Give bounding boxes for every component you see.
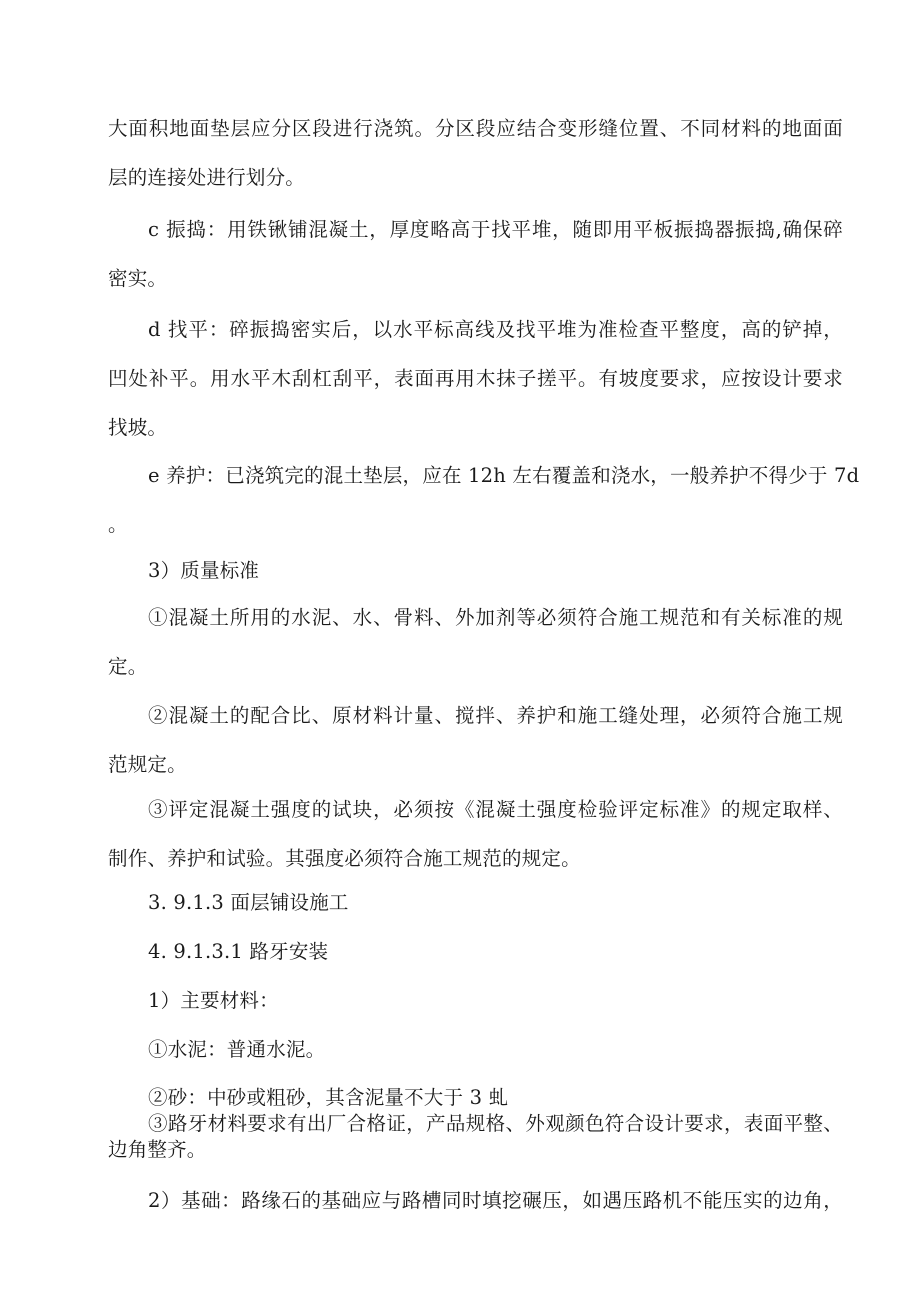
text-line: 层的连接处进行划分。 — [108, 166, 306, 189]
paragraph — [108, 605, 843, 680]
paragraph — [108, 463, 860, 538]
text-line: 大面积地面垫层应分区段进行浇筑。分区段应结合变形缝位置、不同材料的地面面 — [108, 117, 843, 140]
text-line: 范规定。 — [108, 753, 187, 776]
text-line: ②混凝土的配合比、原材料计量、搅拌、养护和施工缝处理，必须符合施工规 — [148, 704, 843, 727]
text-line: c 振捣：用铁锹铺混凝土，厚度略高于找平堆，随即用平板振捣器振捣,确保碎 — [148, 218, 843, 241]
text-line: e 养护：已浇筑完的混土垫层，应在 12h 左右覆盖和浇水，一般养护不得少于 7d — [148, 464, 860, 487]
paragraph — [108, 797, 843, 872]
section-heading — [108, 939, 843, 965]
text-line: 。 — [108, 513, 128, 536]
text-line: 2）基础：路缘石的基础应与路槽同时填挖碾压，如遇压路机不能压实的边角， — [148, 1189, 843, 1212]
text-line: 凹处补平。用水平木刮杠刮平，表面再用木抹子搓平。有坡度要求，应按设计要求 — [108, 367, 843, 390]
paragraph — [108, 116, 843, 191]
paragraph — [108, 1085, 843, 1111]
text-line: ①水泥：普通水泥。 — [148, 1038, 326, 1061]
text-line: ①混凝土所用的水泥、水、骨料、外加剂等必须符合施工规范和有关标准的规 — [148, 606, 843, 629]
text-line: ③评定混凝土强度的试块，必须按《混凝土强度检验评定标准》的规定取样、 — [148, 798, 843, 821]
paragraph — [108, 1188, 843, 1214]
text-line: 密实。 — [108, 267, 168, 290]
section-heading — [108, 988, 843, 1014]
text-line: 3. 9.1.3 面层铺设施工 — [148, 891, 349, 914]
paragraph — [108, 1111, 843, 1163]
text-line: d 找平：碎振捣密实后，以水平标高线及找平堆为准检查平整度，高的铲掉， — [148, 318, 843, 341]
paragraph — [108, 703, 843, 778]
text-line: ②砂：中砂或粗砂，其含泥量不大于 3 虬 — [148, 1086, 509, 1109]
text-line: 4. 9.1.3.1 路牙安装 — [148, 940, 329, 963]
section-heading — [108, 890, 843, 916]
paragraph — [108, 317, 843, 441]
paragraph — [108, 217, 843, 292]
text-line: 边角整齐。 — [108, 1138, 207, 1161]
text-line: 找坡。 — [108, 416, 168, 439]
text-line: 3）质量标准 — [148, 559, 260, 582]
text-line: 1）主要材料： — [148, 989, 279, 1012]
text-line: ③路牙材料要求有出厂合格证，产品规格、外观颜色符合设计要求，表面平整、 — [148, 1112, 843, 1135]
paragraph — [108, 1037, 843, 1063]
text-line: 定。 — [108, 655, 148, 678]
section-heading — [108, 558, 843, 584]
text-line: 制作、养护和试验。其强度必须符合施工规范的规定。 — [108, 847, 581, 870]
